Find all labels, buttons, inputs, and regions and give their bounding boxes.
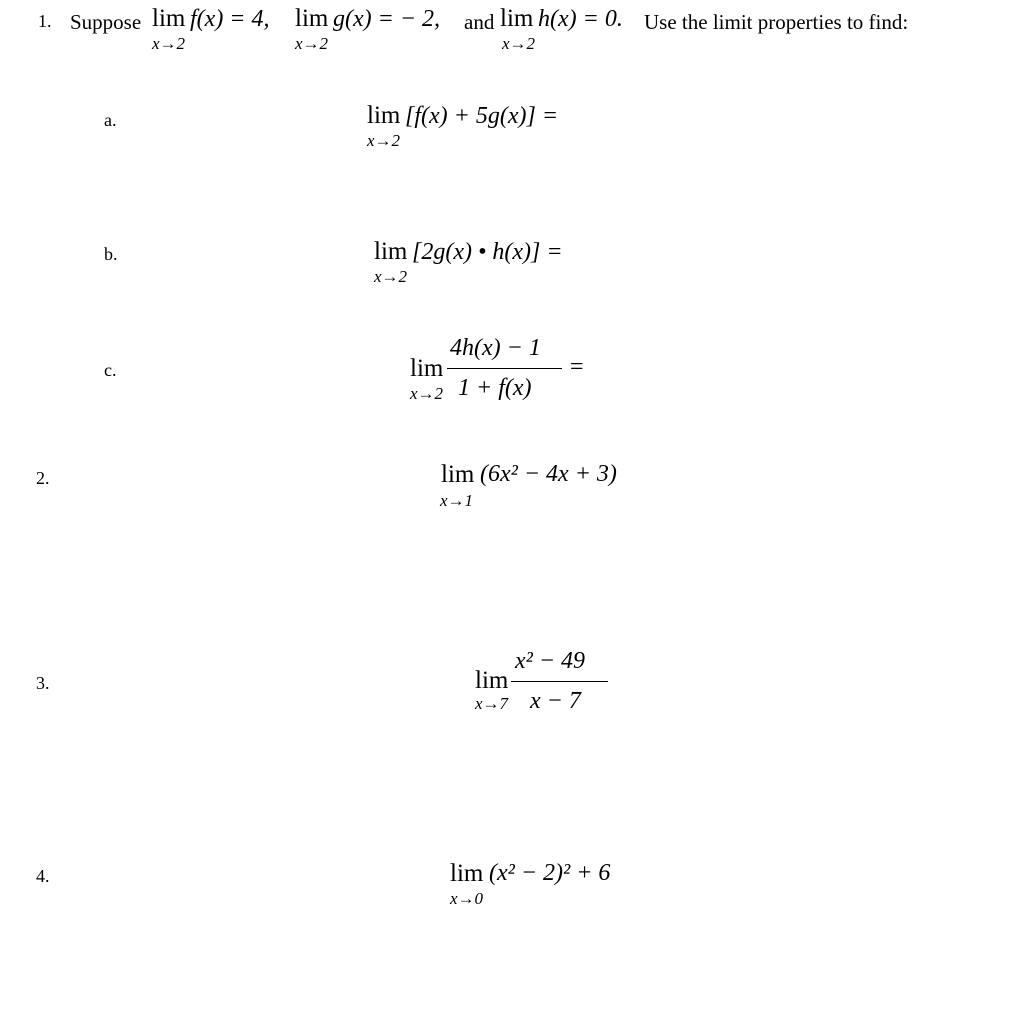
problem-2-approach: x→1 <box>440 491 474 510</box>
problem-2-expression: (6x² − 4x + 3) <box>480 461 617 487</box>
part-a-label: a. <box>104 110 117 130</box>
given-h: h(x) = 0. <box>538 6 623 32</box>
lim-h-approach: x→2 <box>502 34 536 53</box>
lim-g-approach: x→2 <box>295 34 329 53</box>
problem-4-approach: x→0 <box>450 889 484 908</box>
lim-f: lim <box>152 5 186 32</box>
problem-3-numerator: x² − 49 <box>515 648 586 674</box>
problem-3-lim: lim <box>475 667 509 694</box>
problem-1-number: 1. <box>38 11 52 31</box>
part-b-lim: lim <box>374 238 408 265</box>
instruction: Use the limit properties to find: <box>644 10 909 34</box>
problem-3-denominator: x − 7 <box>530 688 581 714</box>
problem-4-number: 4. <box>36 866 50 886</box>
lim-g: lim <box>295 5 329 32</box>
problem-3-fraction-bar <box>511 681 608 682</box>
part-b-approach: x→2 <box>374 267 408 286</box>
part-c-denominator: 1 + f(x) <box>458 375 532 401</box>
problem-4-lim: lim <box>450 860 484 887</box>
part-a-approach: x→2 <box>367 131 401 150</box>
given-g: g(x) = − 2, <box>333 6 441 32</box>
problem-3-number: 3. <box>36 673 50 693</box>
problem-2-number: 2. <box>36 468 50 488</box>
problem-1-intro: Suppose <box>70 10 142 34</box>
part-c-equals: = <box>570 354 584 380</box>
part-c-label: c. <box>104 360 117 380</box>
part-c-numerator: 4h(x) − 1 <box>450 335 541 361</box>
and-word: and <box>464 10 495 34</box>
part-b-label: b. <box>104 244 118 264</box>
problem-4-expression: (x² − 2)² + 6 <box>489 860 611 886</box>
lim-h: lim <box>500 5 534 32</box>
part-c-fraction-bar <box>447 368 562 369</box>
part-b-expression: [2g(x) • h(x)] = <box>412 239 563 265</box>
problem-2-lim: lim <box>441 461 475 488</box>
problem-3-approach: x→7 <box>475 694 509 713</box>
part-a-expression: [f(x) + 5g(x)] = <box>405 103 559 129</box>
part-c-approach: x→2 <box>410 384 444 403</box>
given-f: f(x) = 4, <box>190 6 270 32</box>
lim-f-approach: x→2 <box>152 34 186 53</box>
part-a-lim: lim <box>367 102 401 129</box>
part-c-lim: lim <box>410 355 444 382</box>
